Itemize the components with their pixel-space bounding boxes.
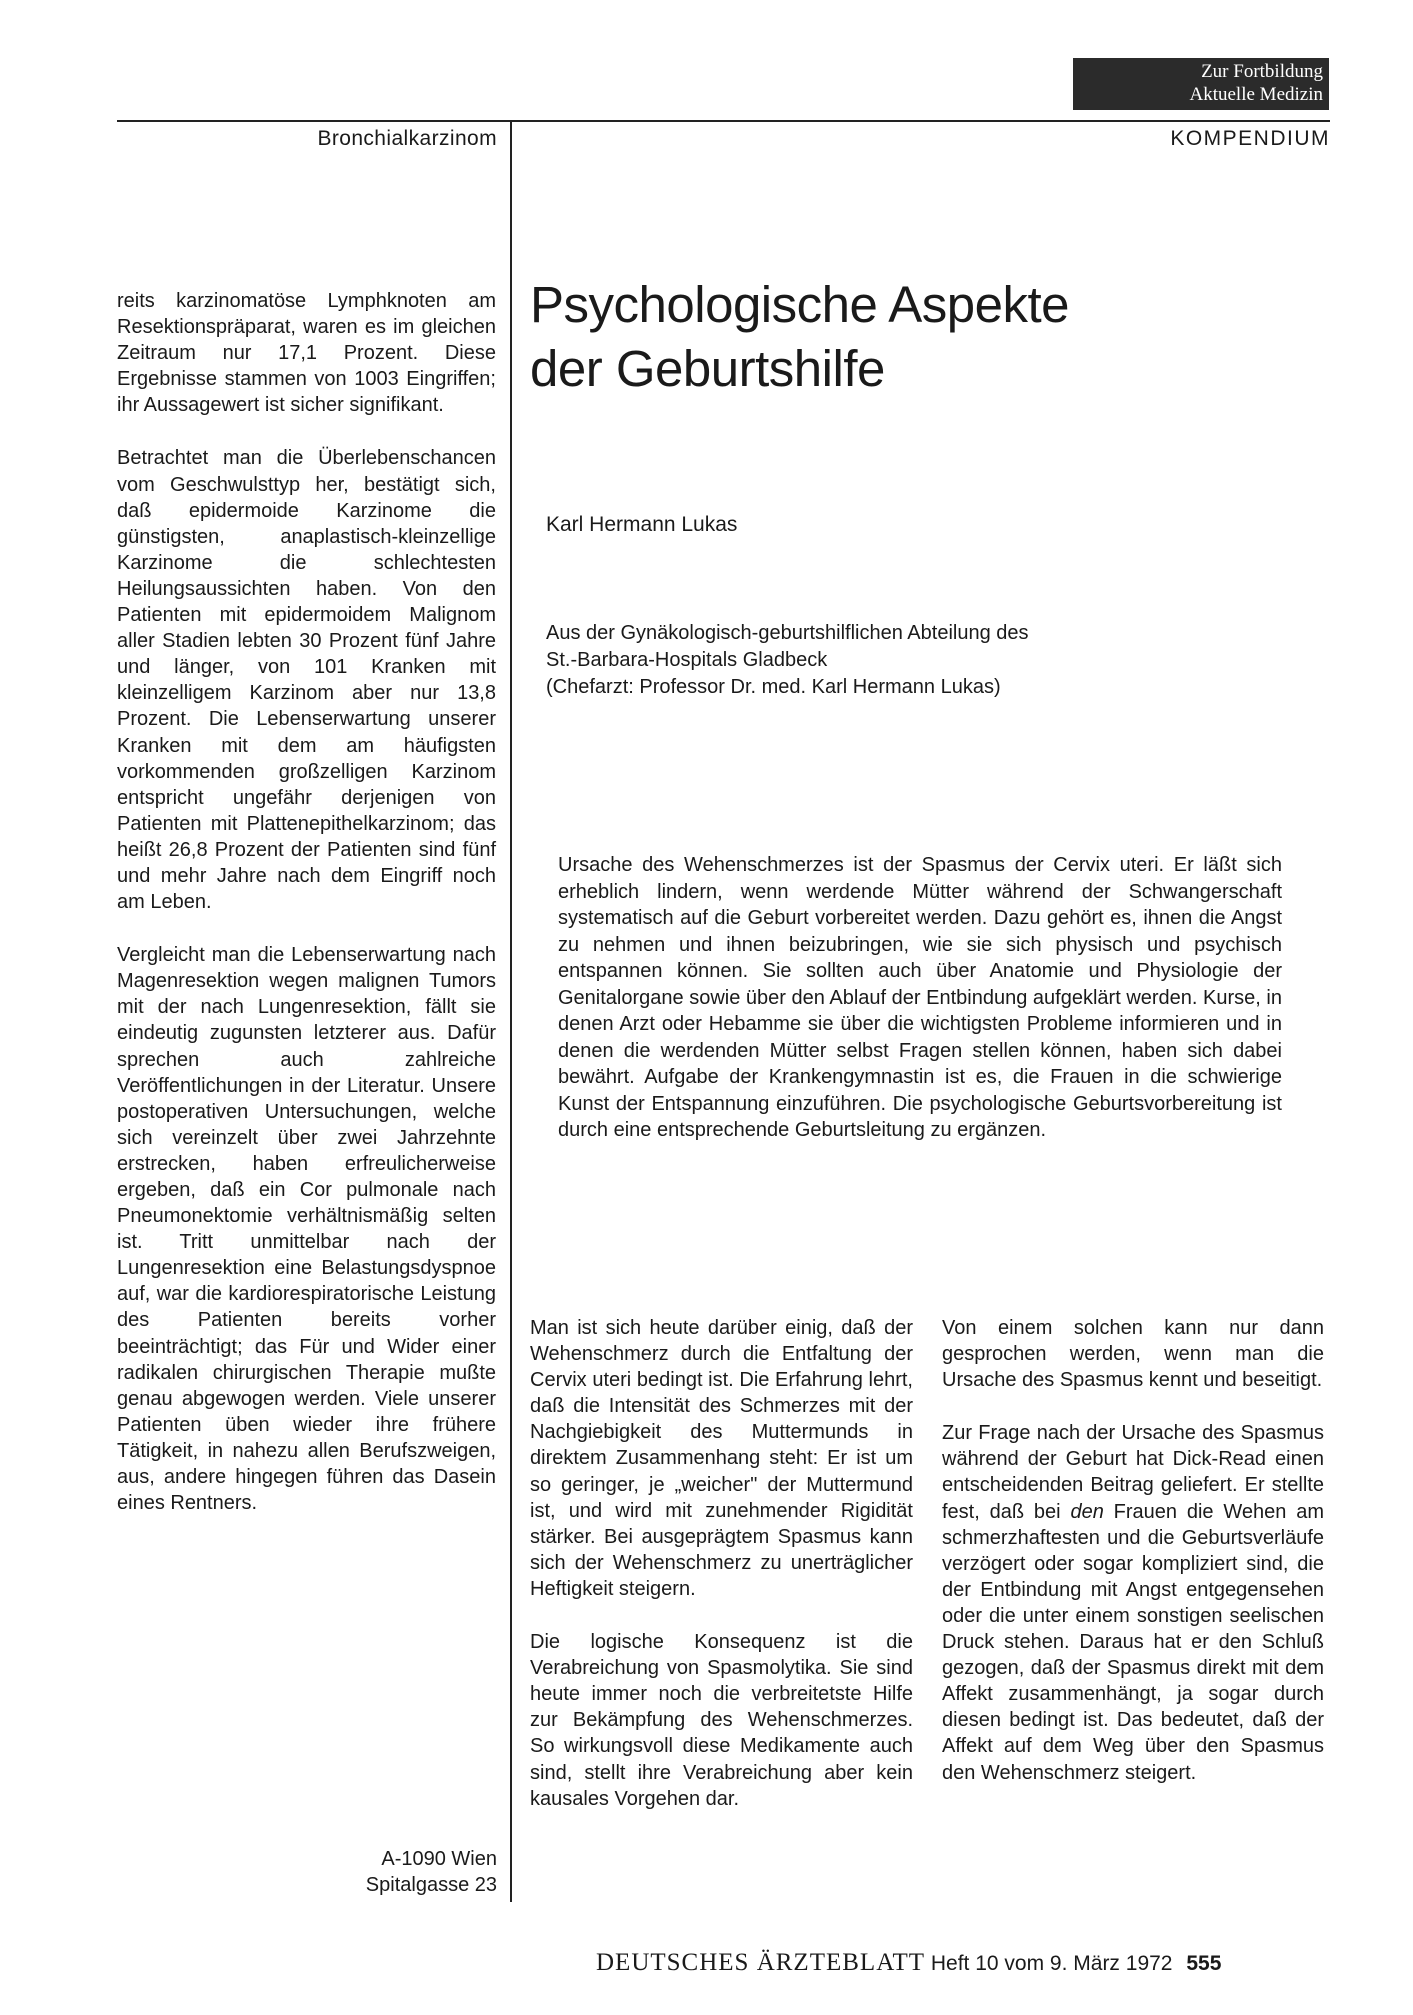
page-number: 555 — [1186, 1952, 1222, 1975]
abstract-text: Ursache des Wehenschmerzes ist der Spasmus der Cervix uteri. Er läßt sich erheblich lindern, wenn werdende Mütter während der Schwangerschaft systematisch auf die Geburt vorbereitet werden. Dazu gehört es, ihnen die Angst zu nehmen und ihnen beizubringen, wie sie sich physisch und psychisch entspannen können. Sie sollten auch über Anatomie und Physiologie der Genitalorgane sowie über den Ablauf der Entbindung aufgeklärt werden. Kurse, in denen Arzt oder Hebamme sie über die wichtigsten Probleme informieren und in denen die werdenden Mütter selbst Fragen stellen können, haben sich dabei bewährt. Aufgabe der Krankengymnastin ist es, die Frauen in die schwierige Kunst der Entspannung einzuführen. Die psychologische Geburtsvorbereitung ist durch eine entsprechende Geburtsleitung zu ergänzen. — [558, 854, 1282, 1141]
right-paragraph-2-emphasis: den — [1070, 1500, 1104, 1523]
right-paragraph-1: Von einem solchen kann nur dann gesprochen werden, wenn man die Ursache des Spasmus kennt und beseitigt. — [942, 1317, 1324, 1392]
rubric-badge — [1073, 58, 1329, 110]
top-rule — [117, 120, 1330, 122]
column-divider — [510, 120, 512, 1902]
page-footer — [596, 1949, 1328, 1977]
section-heading-left: Bronchialkarzinom — [317, 127, 497, 150]
middle-paragraph-2: Die logische Konsequenz ist die Verabreichung von Spasmolytika. Sie sind heute immer noch die verbreitetste Hilfe zur Bekämpfung des Wehenschmerzes. So wirkungsvoll diese Medikamente auch sind, stellt ihre Verabreichung aber kein kausales Vorgehen dar. — [530, 1631, 913, 1810]
left-paragraph-1: reits karzinomatöse Lymphknoten am Resektionspräparat, waren es im gleichen Zeitraum nur 17,1 Prozent. Diese Ergebnisse stammen von 1003 Eingriffen; ihr Aussagewert ist sicher signifikant. — [117, 290, 496, 417]
affiliation-line-2: St.-Barbara-Hospitals Gladbeck — [546, 649, 828, 671]
rubric-line-1: Zur Fortbildung — [1201, 61, 1323, 82]
left-column — [117, 288, 496, 1516]
right-paragraph-2-start: Zur Frage nach der Ursache des Spasmus während der Geburt hat Dick-Read einen entscheidenden Beitrag geliefert. Er stellte fest, daß bei — [942, 1422, 1324, 1523]
left-paragraph-3: Vergleicht man die Lebenserwartung nach Magenresektion wegen malignen Tumors mit der nach Lungenresektion, fällt sie eindeutig zugunsten letzterer aus. Dafür sprechen auch zahlreiche Veröffentlichungen in der Literatur. Unsere postoperativen Untersuchungen, welche sich vereinzelt über zwei Jahrzehnte erstrecken, haben erfreulicherweise ergeben, daß ein Cor pulmonale nach Pneumonektomie verhältnismäßig selten ist. Tritt unmittelbar nach der Lungenresektion eine Belastungsdyspnoe auf, war die kardiorespiratorische Leistung des Patienten bereits vorher beeinträchtigt; das Für und Wider einer radikalen chirurgischen Therapie mußte genau abgewogen werden. Viele unserer Patienten üben wieder ihre frühere Tätigkeit, in nahezu allen Berufszweigen, aus, andere hingegen führen das Dasein eines Rentners. — [117, 944, 496, 1515]
left-paragraph-2: Betrachtet man die Überlebenschancen vom Geschwulsttyp her, bestätigt sich, daß epidermoide Karzinome die günstigsten, anaplastisch-kleinzellige Karzinome die schlechtesten Heilungsaussichten haben. Von den Patienten mit epidermoidem Malignom aller Stadien lebten 30 Prozent fünf Jahre und länger, von 101 Kranken mit kleinzelligem Karzinom aber nur 13,8 Prozent. Die Lebenserwartung unserer Kranken mit dem am häufigsten vorkommenden großzelligen Karzinom entspricht ungefähr derjenigen von Patienten mit Plattenepithelkarzinom; das heißt 26,8 Prozent der Patienten sind fünf und mehr Jahre nach dem Eingriff noch am Leben. — [117, 447, 496, 914]
affiliation — [546, 620, 1029, 701]
middle-paragraph-1: Man ist sich heute darüber einig, daß der Wehenschmerz durch die Entfaltung der Cervix uteri bedingt ist. Die Erfahrung lehrt, daß die Intensität des Schmerzes mit der Nachgiebigkeit des Muttermunds in direktem Zusammenhang steht: Er ist um so geringer, je „weicher" der Muttermund ist, und wird mit zunehmender Rigidität stärker. Bei ausgeprägtem Spasmus kann sich der Wehenschmerz zu unerträglicher Heftigkeit steigern. — [530, 1317, 913, 1600]
abstract — [558, 852, 1282, 1144]
right-column — [942, 1315, 1324, 1786]
section-heading-right: KOMPENDIUM — [1170, 127, 1330, 150]
address-street: Spitalgasse 23 — [365, 1874, 497, 1896]
title-line-2: der Geburtshilfe — [530, 340, 885, 397]
right-paragraph-2 — [942, 1420, 1324, 1785]
affiliation-line-1: Aus der Gynäkologisch-geburtshilflichen Abteilung des — [546, 622, 1029, 644]
article-author: Karl Hermann Lukas — [546, 513, 738, 536]
address-city: A-1090 Wien — [381, 1848, 497, 1870]
author-address — [300, 1846, 497, 1898]
issue-info: Heft 10 vom 9. März 1972 — [930, 1952, 1173, 1975]
right-paragraph-2-end: Frauen die Wehen am schmerzhaftesten und die Geburtsverläufe verzögert oder sogar kompliziert sind, die der Entbindung mit Angst entgegensehen oder die unter einem sonstigen seelischen Druck stehen. Daraus hat er den Schluß gezogen, daß der Spasmus direkt mit dem Affekt zusammenhängt, ja sogar durch diesen bedingt ist. Das bedeutet, daß der Affekt auf dem Weg über den Spasmus den Wehenschmerz steigert. — [942, 1500, 1325, 1784]
affiliation-line-3: (Chefarzt: Professor Dr. med. Karl Hermann Lukas) — [546, 676, 1001, 698]
rubric-line-2: Aktuelle Medizin — [1189, 84, 1323, 105]
middle-column — [530, 1315, 913, 1812]
journal-name: DEUTSCHES ÄRZTEBLATT — [596, 1949, 926, 1976]
title-line-1: Psychologische Aspekte — [530, 276, 1069, 333]
article-title — [530, 273, 1280, 401]
